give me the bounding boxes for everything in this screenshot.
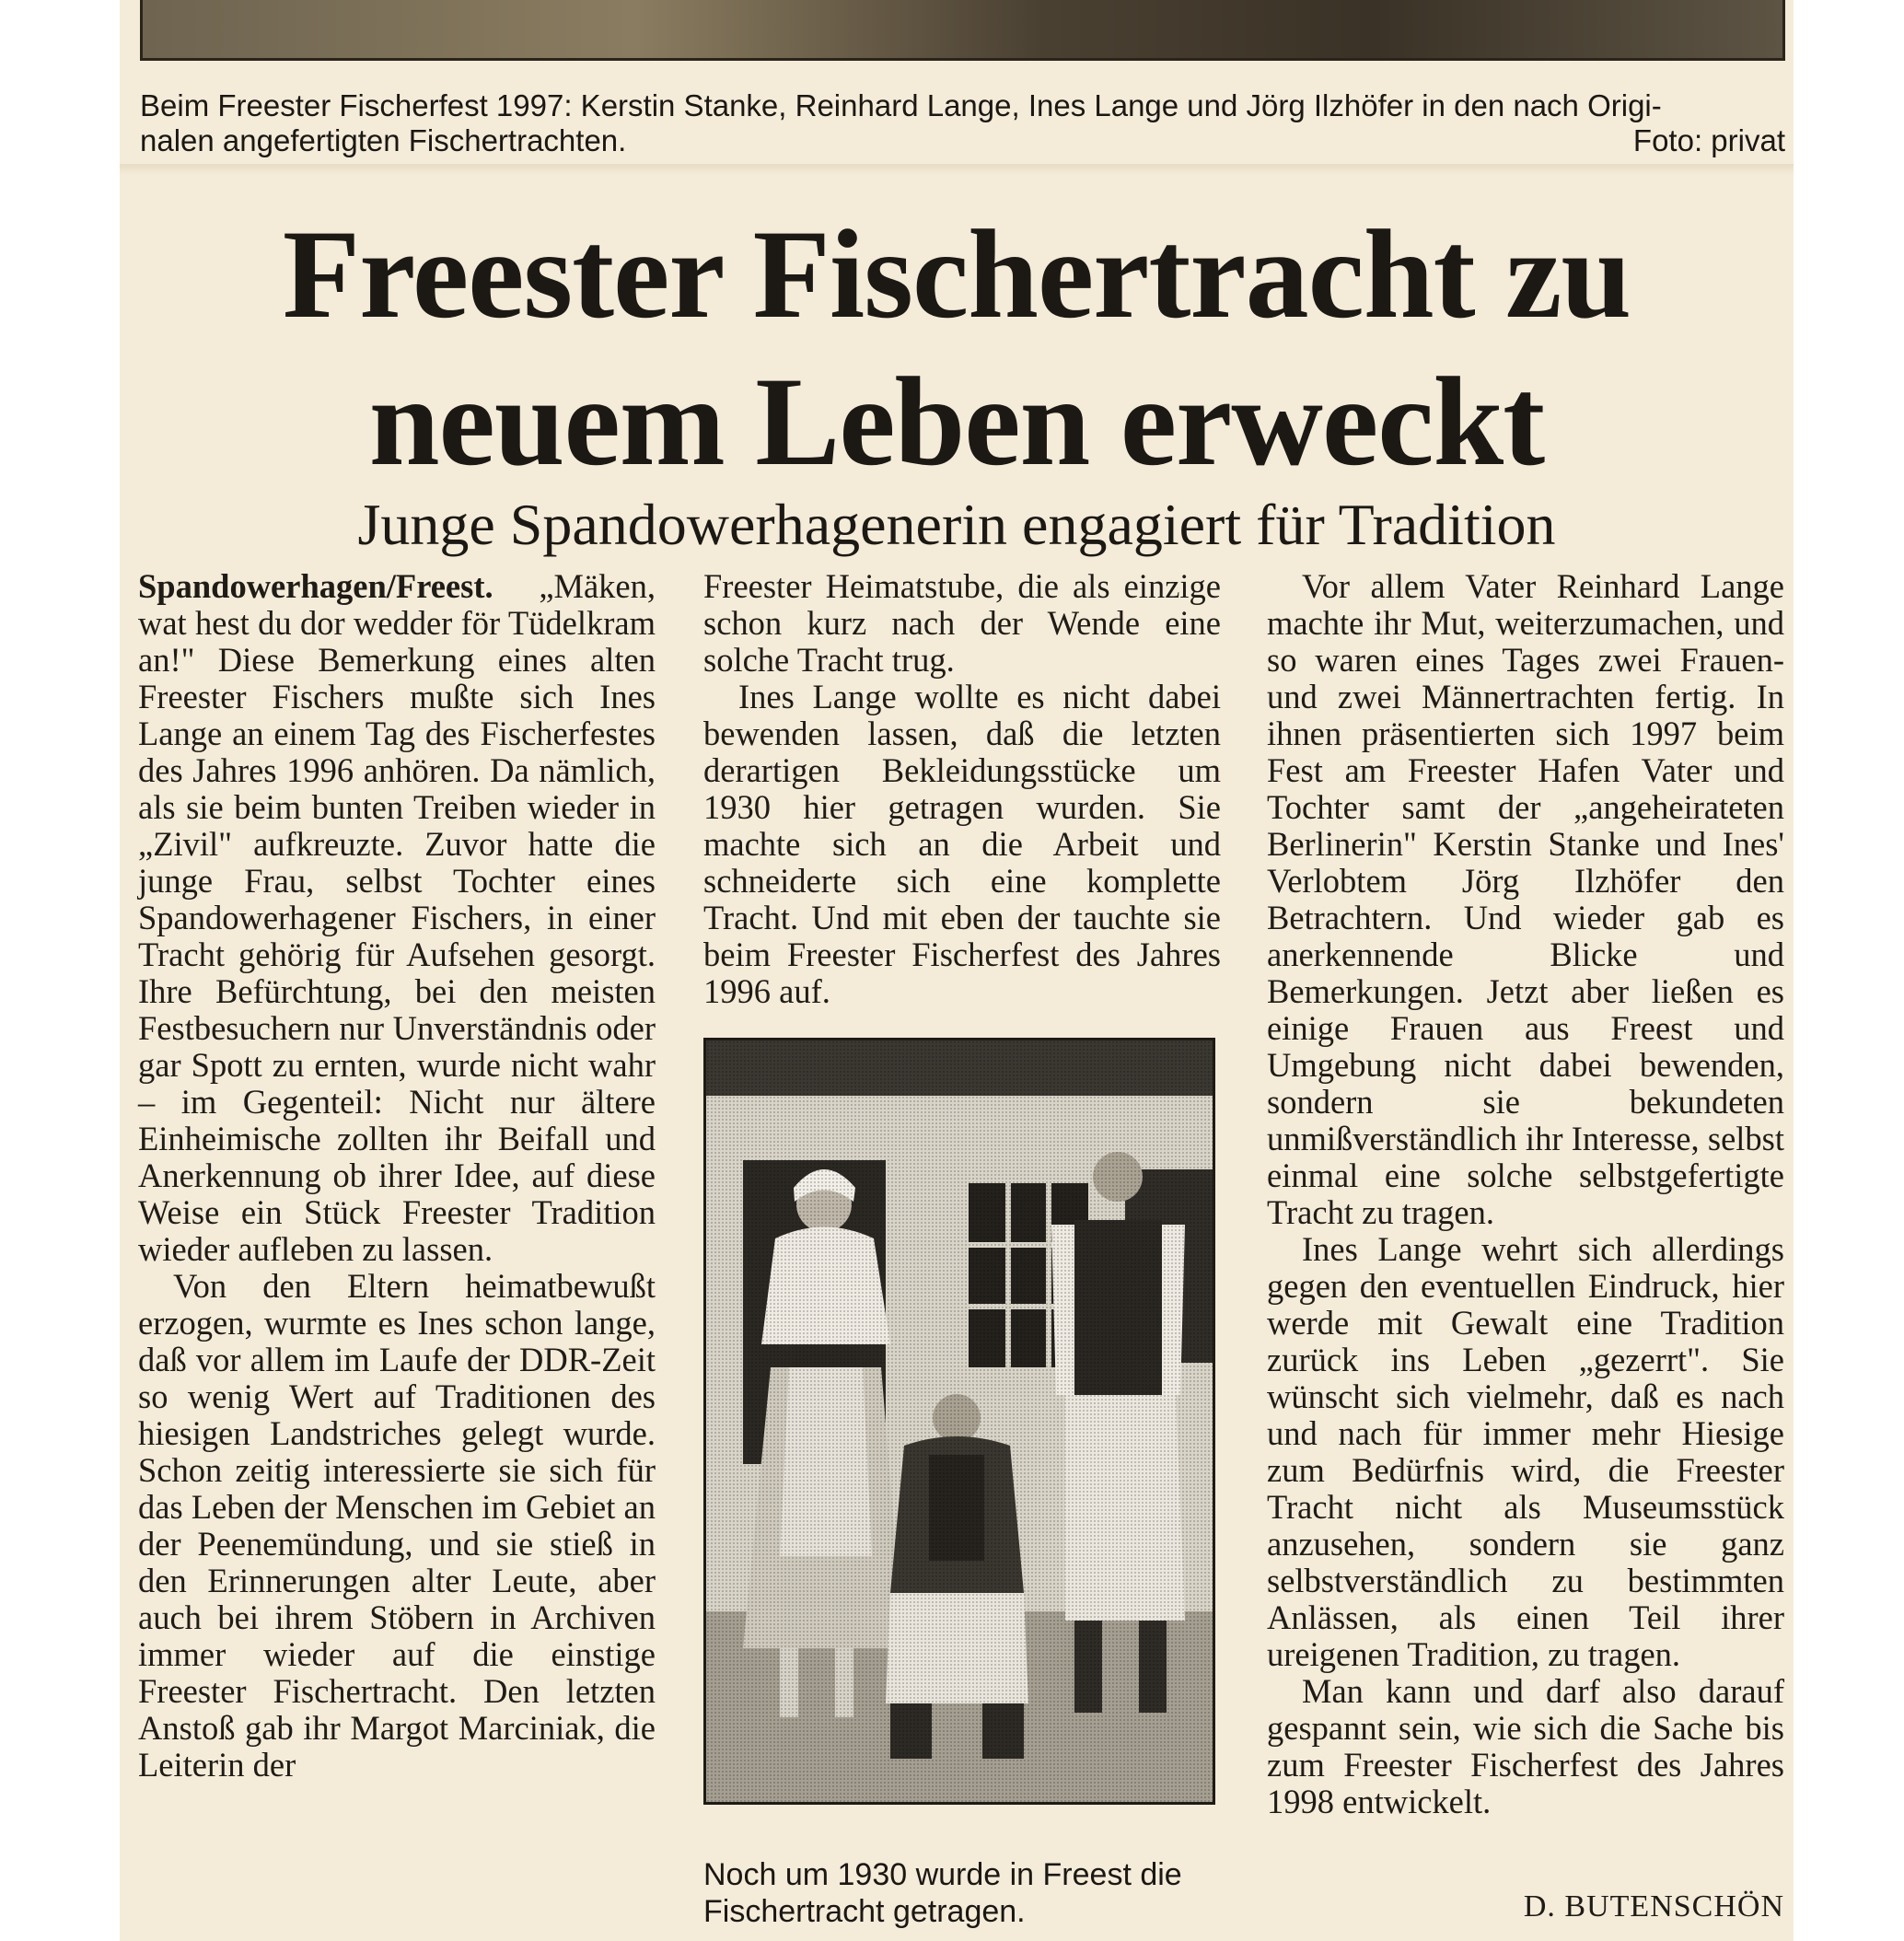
article-column-2 xyxy=(703,568,1221,1010)
paragraph: Vor allem Vater Reinhard Lange machte ihr Mut, weiterzumachen, und so waren eines Tages zwei Frauen- und zwei Männertrachten fertig. In ihnen präsentierten sich 1997 beim Fest am Freester Hafen Vater und Tochter samt der „angeheirateten Berlinerin" Kerstin Stanke und Ines' Verlobtem Jörg Ilzhöfer den Betrachtern. Und wieder gab es anerkennende Blicke und Bemerkungen. Jetzt aber ließen es einige Frauen aus Freest und Umgebung nicht dabei bewenden, sondern sie bekundeten unmißverständlich ihr Interesse, selbst einmal eine solche selbstgefertigte Tracht zu tragen. xyxy=(1267,567,1784,1231)
photo-caption-line-2: Fischertracht getragen. xyxy=(703,1894,1026,1929)
article-author: D. BUTENSCHÖN xyxy=(1523,1889,1784,1924)
top-caption-line-2: nalen angefertigten Fischertrachten. xyxy=(140,123,627,157)
top-photo-fragment xyxy=(140,0,1785,61)
paragraph: Ines Lange wehrt sich allerdings gegen den eventuellen Eindruck, hier werde mit Gewalt eine Tradition zurück ins Leben „gezerrt". Sie wünscht sich vielmehr, daß es nach und nach für immer mehr Hiesige zum Bedürfnis wird, die Freester Tracht nicht als Museumsstück anzusehen, sondern sie ganz selbstverständlich zu bestimmten Anlässen, als einen Teil ihrer ureigenen Tradition, zu tragen. xyxy=(1267,1230,1784,1673)
paragraph: Von den Eltern heimatbewußt erzogen, wurmte es Ines schon lange, daß vor allem im Laufe der DDR-Zeit so wenig Wert auf Traditionen des hiesigen Landstriches gelegt wurde. Schon zeitig interessierte sie sich für das Leben der Menschen im Gebiet an der Peenemündung, und sie stieß in den Erinnerungen alter Leute, aber auch bei ihrem Stöbern in Archiven immer wieder auf die einstige Freester Fischertracht. Den letzten Anstoß gab ihr Margot Marciniak, die Leiterin der xyxy=(138,1267,656,1784)
paragraph: Man kann und darf also darauf gespannt sein, wie sich die Sache bis zum Freester Fischerfest des Jahres 1998 entwickelt. xyxy=(1267,1672,1784,1820)
paragraph xyxy=(138,568,656,1268)
article-column-1 xyxy=(138,568,656,1784)
paragraph: Ines Lange wollte es nicht dabei bewenden lassen, daß die letzten derartigen Bekleidungsstücke um 1930 hier getragen wurden. Sie machte sich an die Arbeit und schneiderte sich eine komplette Tracht. Und mit eben der tauchte sie beim Freester Fischerfest des Jahres 1996 auf. xyxy=(703,678,1221,1010)
historic-photo-caption xyxy=(703,1856,1228,1930)
photo-credit: Foto: privat xyxy=(1632,123,1785,157)
top-photo-caption xyxy=(140,88,1785,158)
historic-photo-image xyxy=(706,1040,1213,1802)
paragraph-text: „Mäken, wat hest du dor wedder för Tüdelkram an!" Diese Bemerkung eines alten Freester Fischers mußte sich Ines Lange an einem Tag des Fischerfestes des Jahres 1996 anhören. Da nämlich, als sie beim bunten Treiben wieder in „Zivil" aufkreuzte. Zuvor hatte die junge Frau, selbst Tochter eines Spandowerhagener Fischers, in einer Tracht gehörig für Aufsehen gesorgt. Ihre Befürchtung, bei den meisten Festbesuchern nur Unverständnis oder gar Spott zu ernten, wurde nicht wahr – im Gegenteil: Nicht nur ältere Einheimische zollten ihr Beifall und Anerkennung ob ihrer Idee, auf diese Weise ein Stück Freester Tradition wieder aufleben zu lassen. xyxy=(138,567,656,1268)
top-caption-line-1: Beim Freester Fischerfest 1997: Kerstin Stanke, Reinhard Lange, Ines Lange und Jörg Ilzhöfer in den nach Origi- xyxy=(140,88,1662,122)
article-headline xyxy=(120,201,1794,495)
article-subheadline: Junge Spandowerhagenerin engagiert für Tradition xyxy=(357,492,1556,557)
paragraph: Freester Heimatstube, die als einzige schon kurz nach der Wende eine solche Tracht trug. xyxy=(703,567,1221,679)
photo-caption-line-1: Noch um 1930 wurde in Freest die xyxy=(703,1857,1182,1892)
dateline: Spandowerhagen/Freest. xyxy=(138,567,493,605)
historic-photo xyxy=(703,1038,1215,1805)
newspaper-clipping xyxy=(120,0,1794,1941)
article-column-3 xyxy=(1267,568,1784,1820)
paper-fold xyxy=(120,164,1794,175)
headline-line-2: neuem Leben erweckt xyxy=(368,351,1545,492)
headline-line-1: Freester Fischertracht zu xyxy=(282,203,1631,344)
